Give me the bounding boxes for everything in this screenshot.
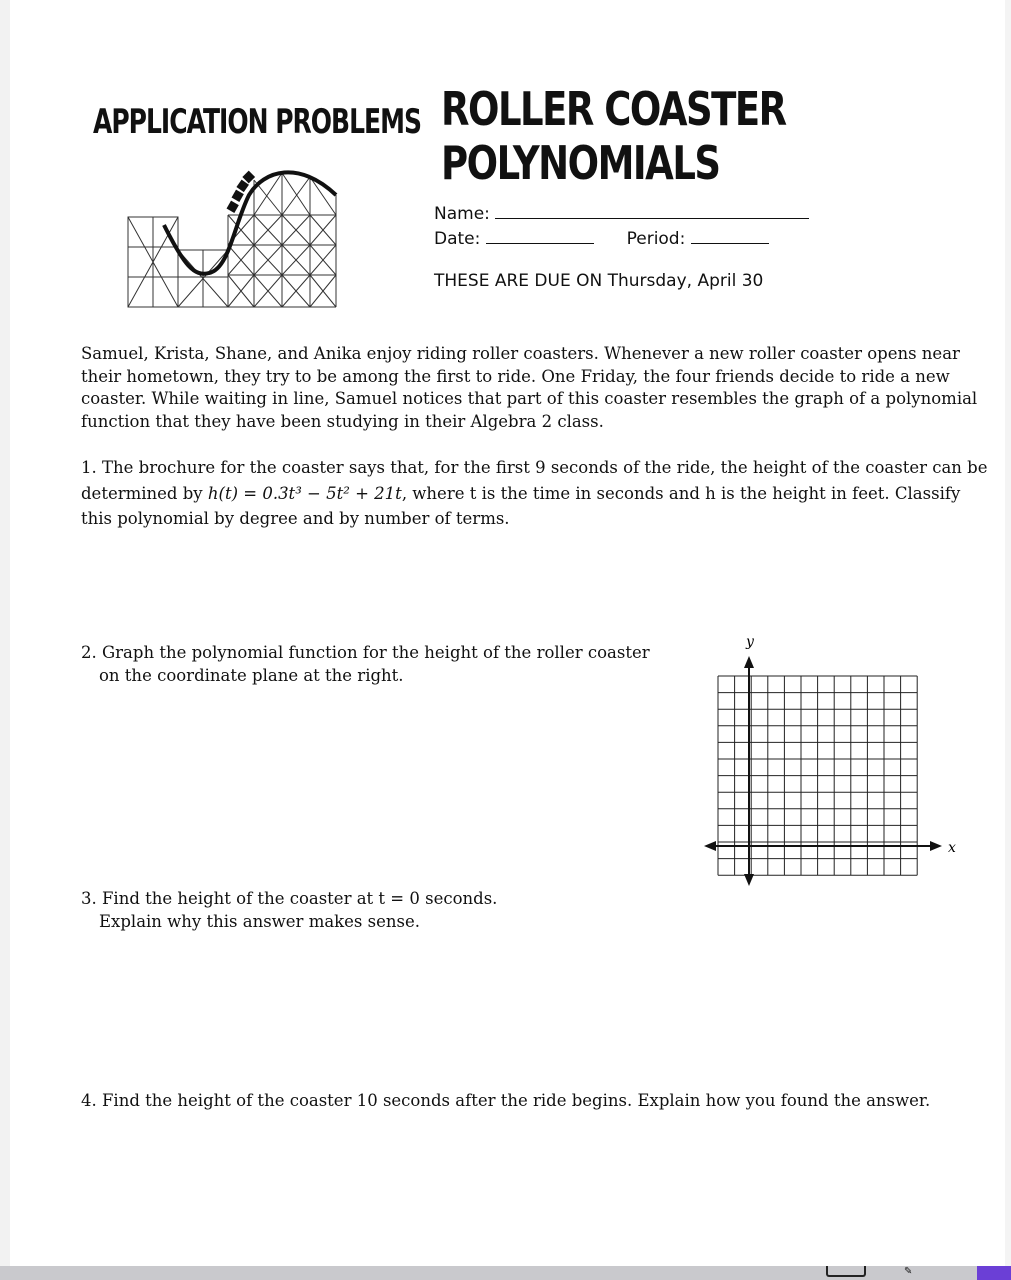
q1-line2: [81, 481, 988, 507]
question-3: [81, 887, 497, 933]
tray-icon[interactable]: [826, 1266, 866, 1277]
q4-line1: 4. Find the height of the coaster 10 seconds after the ride begins. Explain how you found the answer.: [81, 1091, 931, 1110]
page-left-edge: [0, 0, 10, 1280]
question-1: [81, 455, 988, 532]
page-right-edge: [1005, 0, 1011, 1280]
roller-coaster-illustration: [124, 165, 344, 310]
date-field[interactable]: [486, 229, 594, 244]
period-label: Period:: [626, 229, 686, 249]
q2-line2: on the coordinate plane at the right.: [99, 666, 404, 685]
intro-line: their hometown, they try to be among the first to ride. One Friday, the four friends decide to ride a new: [81, 366, 950, 386]
intro-line: coaster. While waiting in line, Samuel notices that part of this coaster resembles the graph of a polynomial: [81, 389, 978, 408]
y-axis-label: y: [746, 634, 754, 650]
coordinate-plane[interactable]: [700, 630, 970, 890]
period-field[interactable]: [691, 229, 769, 244]
x-axis-label: x: [948, 840, 956, 856]
question-4: [81, 1089, 930, 1112]
q1-line2-pre: determined by: [81, 483, 208, 503]
accent-corner: [977, 1266, 1011, 1280]
name-field[interactable]: [495, 204, 809, 219]
q1-line1: 1. The brochure for the coaster says that, for the first 9 seconds of the ride, the height of the coaster can be: [81, 458, 988, 477]
date-period-row: [434, 229, 769, 249]
q1-formula: h(t) = 0.3t³ − 5t² + 21t: [207, 483, 402, 503]
q3-line1: 3. Find the height of the coaster at t = 0 seconds.: [81, 889, 498, 908]
intro-paragraph: [81, 343, 977, 433]
q2-line1: 2. Graph the polynomial function for the height of the roller coaster: [81, 643, 650, 662]
name-label: Name:: [434, 204, 490, 224]
date-label: Date:: [434, 229, 481, 249]
pen-icon[interactable]: ✎: [904, 1266, 913, 1277]
page-title: ROLLER COASTER POLYNOMIALS: [441, 82, 786, 190]
section-heading: APPLICATION PROBLEMS: [93, 101, 421, 141]
name-row: [434, 204, 809, 224]
question-2: [81, 641, 650, 687]
q1-line3: this polynomial by degree and by number of terms.: [81, 509, 510, 528]
q1-line2-post: , where t is the time in seconds and h is the height in feet. Classify: [401, 483, 961, 503]
intro-line: Samuel, Krista, Shane, and Anika enjoy riding roller coasters. Whenever a new roller coaster opens near: [81, 344, 960, 363]
intro-line: function that they have been studying in their Algebra 2 class.: [81, 411, 604, 431]
due-date-text: THESE ARE DUE ON Thursday, April 30: [434, 271, 764, 291]
q3-line2: Explain why this answer makes sense.: [99, 912, 420, 931]
